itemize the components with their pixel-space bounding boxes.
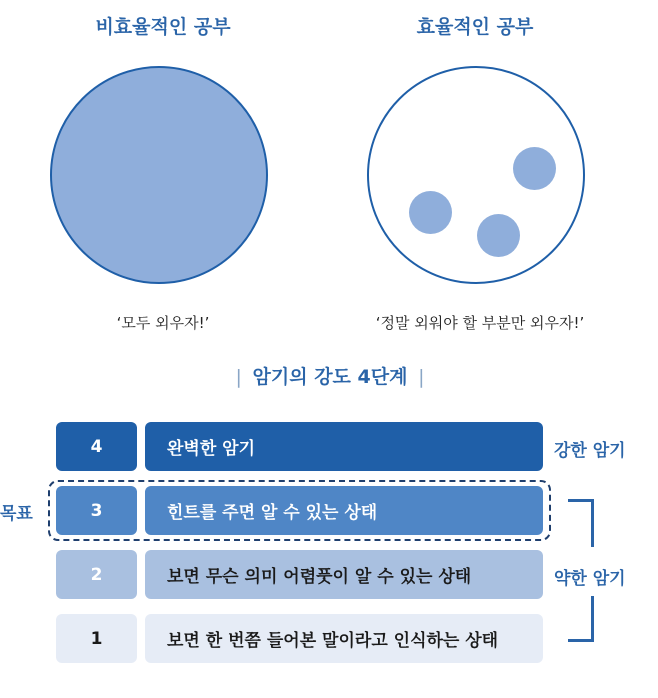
efficient-study-title: 효율적인 공부 [416, 16, 534, 38]
goal-label: 목표 [0, 504, 33, 524]
level-3-number: 3 [56, 486, 137, 535]
weak-memory-label: 약한 암기 [554, 569, 626, 589]
section-title-text: 암기의 강도 4단계 [252, 366, 408, 388]
key-point-dot [513, 147, 556, 190]
weak-memory-bracket-bottom [568, 596, 594, 642]
level-2-description: 보면 무슨 의미 어렴풋이 알 수 있는 상태 [145, 550, 543, 599]
inefficient-study-title: 비효율적인 공부 [95, 16, 231, 38]
strong-memory-label: 강한 암기 [554, 441, 626, 461]
key-point-dot [477, 214, 520, 257]
level-1-number: 1 [56, 614, 137, 663]
level-2-number: 2 [56, 550, 137, 599]
selective-memorize-circle [367, 66, 585, 284]
title-bar-left: | [235, 366, 242, 388]
title-bar-right: | [418, 366, 425, 388]
level-3-description: 힌트를 주면 알 수 있는 상태 [145, 486, 543, 535]
efficient-study-caption: ‘정말 외워야 할 부분만 외우자!’ [375, 314, 585, 332]
full-memorize-circle [50, 66, 268, 284]
level-1-description: 보면 한 번쯤 들어본 말이라고 인식하는 상태 [145, 614, 543, 663]
inefficient-study-caption: ‘모두 외우자!’ [116, 314, 210, 332]
level-4-description: 완벽한 암기 [145, 422, 543, 471]
level-4-number: 4 [56, 422, 137, 471]
key-point-dot [409, 191, 452, 234]
section-title [150, 362, 510, 389]
weak-memory-bracket-top [568, 499, 594, 547]
